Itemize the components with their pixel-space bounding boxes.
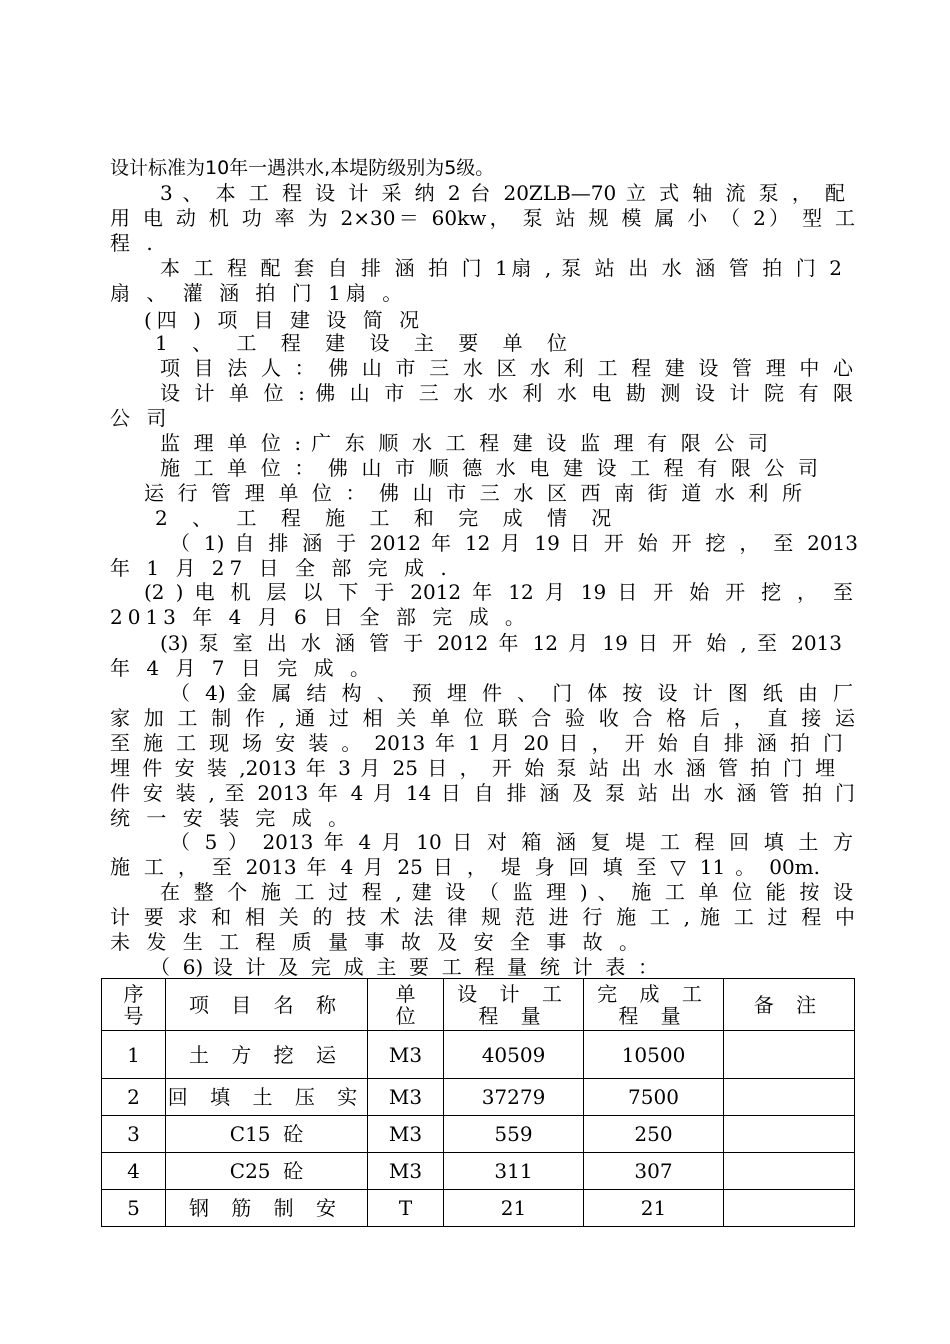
cell-unit: M3 bbox=[368, 1031, 444, 1079]
cell-item: 回 填 土 压 实 bbox=[166, 1079, 368, 1116]
cell-completed-qty: 21 bbox=[584, 1190, 724, 1227]
paragraph-line: 施 工 单 位 ： 佛 山 市 顺 德 水 电 建 设 工 程 有 限 公 司 bbox=[160, 456, 818, 480]
table-row bbox=[102, 1079, 855, 1116]
cell-completed-qty: 250 bbox=[584, 1116, 724, 1153]
paragraph-line: 公 司 bbox=[110, 406, 172, 430]
paragraph-line: 在 整 个 施 工 过 程 , 建 设 （ 监 理 ) 、 施 工 单 位 能 按 设 bbox=[160, 880, 853, 904]
paragraph-line: （ 1) 自 排 涵 于 2012 年 12 月 19 日 开 始 开 挖 ， 至 2013 bbox=[170, 531, 858, 555]
paragraph-line: 施 工 ， 至 2013 年 4 月 25 日 ， 堤 身 回 填 至 ▽ 11 。 00m. bbox=[110, 855, 820, 879]
cell-unit: M3 bbox=[368, 1079, 444, 1116]
header-cell-completed-qty: 完 成 工 程 量 bbox=[584, 979, 724, 1031]
cell-unit: M3 bbox=[368, 1116, 444, 1153]
cell-design-qty: 37279 bbox=[444, 1079, 584, 1116]
cell-index: 3 bbox=[102, 1116, 166, 1153]
cell-remarks bbox=[724, 1116, 855, 1153]
paragraph-line: 监 理 单 位 : 广 东 顺 水 工 程 建 设 监 理 有 限 公 司 bbox=[160, 431, 768, 455]
cell-design-qty: 559 bbox=[444, 1116, 584, 1153]
paragraph-line: 统 一 安 装 完 成 。 bbox=[110, 806, 354, 830]
paragraph-line: 计 要 求 和 相 关 的 技 术 法 律 规 范 进 行 施 工 , 施 工 过 程 中 bbox=[110, 905, 855, 929]
paragraph-line: 未 发 生 工 程 质 量 事 故 及 安 全 事 故 。 bbox=[110, 930, 645, 954]
table-row bbox=[102, 1031, 855, 1079]
paragraph-line: 项 目 法 人 ： 佛 山 市 三 水 区 水 利 工 程 建 设 管 理 中 心 bbox=[160, 356, 853, 380]
cell-index: 1 bbox=[102, 1031, 166, 1079]
subsection-heading: 1 、 工 程 建 设 主 要 单 位 bbox=[155, 331, 576, 355]
cell-remarks bbox=[724, 1190, 855, 1227]
table-header-row bbox=[102, 979, 855, 1031]
cell-item: C15 砼 bbox=[166, 1116, 368, 1153]
cell-completed-qty: 7500 bbox=[584, 1079, 724, 1116]
paragraph-line: 程 . bbox=[110, 231, 158, 255]
cell-completed-qty: 10500 bbox=[584, 1031, 724, 1079]
header-cell-remarks: 备 注 bbox=[724, 979, 855, 1031]
cell-remarks bbox=[724, 1153, 855, 1190]
subsection-heading: 2 、 工 程 施 工 和 完 成 情 况 bbox=[155, 506, 621, 530]
table-row bbox=[102, 1190, 855, 1227]
paragraph-line: 件 安 装 , 至 2013 年 4 月 14 日 自 排 涵 及 泵 站 出 水 涵 管 拍 门 bbox=[110, 781, 855, 805]
paragraph-line: 年 1 月 27 日 全 部 完 成 . bbox=[110, 556, 452, 580]
paragraph-line: (2 ) 电 机 层 以 下 于 2012 年 12 月 19 日 开 始 开 挖 ， 至 bbox=[144, 580, 853, 604]
cell-index: 5 bbox=[102, 1190, 166, 1227]
paragraph-line: 设 计 单 位 : 佛 山 市 三 水 水 利 水 电 勘 测 设 计 院 有 限 bbox=[160, 381, 853, 405]
table-row bbox=[102, 1116, 855, 1153]
cell-index: 4 bbox=[102, 1153, 166, 1190]
paragraph-line: 扇 、 灌 涵 拍 门 1扇 。 bbox=[110, 281, 408, 305]
cell-remarks bbox=[724, 1079, 855, 1116]
section-heading: (四 ) 项 目 建 设 简 况 bbox=[144, 308, 425, 332]
header-cell-unit: 单 位 bbox=[368, 979, 444, 1031]
paragraph-line: 年 4 月 7 日 完 成 。 bbox=[110, 656, 375, 680]
cell-design-qty: 40509 bbox=[444, 1031, 584, 1079]
paragraph-line: 用 电 动 机 功 率 为 2×30＝ 60kw， 泵 站 规 模 属 小 （ 2） 型 工 bbox=[110, 206, 855, 230]
paragraph-line: 3 、 本 工 程 设 计 采 纳 2 台 20ZLB—70 立 式 轴 流 泵 ， 配 bbox=[160, 181, 845, 205]
header-cell-index: 序 号 bbox=[102, 979, 166, 1031]
paragraph-line: 设计标准为10年一遇洪水,本堤防级别为5级。 bbox=[110, 157, 495, 179]
paragraph-line: 本 工 程 配 套 自 排 涵 拍 门 1扇 , 泵 站 出 水 涵 管 拍 门 2 bbox=[160, 256, 842, 280]
paragraph-line: 埋 件 安 装 ,2013 年 3 月 25 日 ， 开 始 泵 站 出 水 涵 管 拍 门 埋 bbox=[110, 756, 835, 780]
header-cell-design-qty: 设 计 工 程 量 bbox=[444, 979, 584, 1031]
paragraph-line: 至 施 工 现 场 安 装 。 2013 年 1 月 20 日 ， 开 始 自 排 涵 拍 门 bbox=[110, 731, 843, 755]
paragraph-line: 家 加 工 制 作 , 通 过 相 关 单 位 联 合 验 收 合 格 后 ， 直 接 运 bbox=[110, 706, 855, 730]
paragraph-line: (3) 泵 室 出 水 涵 管 于 2012 年 12 月 19 日 开 始 , 至 2013 bbox=[160, 631, 842, 655]
paragraph-line: 运 行 管 理 单 位 ： 佛 山 市 三 水 区 西 南 街 道 水 利 所 bbox=[144, 481, 802, 505]
cell-completed-qty: 307 bbox=[584, 1153, 724, 1190]
cell-unit: T bbox=[368, 1190, 444, 1227]
paragraph-line: 2013 年 4 月 6 日 全 部 完 成 。 bbox=[110, 605, 530, 629]
cell-design-qty: 21 bbox=[444, 1190, 584, 1227]
cell-remarks bbox=[724, 1031, 855, 1079]
cell-design-qty: 311 bbox=[444, 1153, 584, 1190]
cell-item: C25 砼 bbox=[166, 1153, 368, 1190]
paragraph-line: （ 4) 金 属 结 构 、 预 埋 件 、 门 体 按 设 计 图 纸 由 厂 bbox=[170, 681, 853, 705]
quantity-table bbox=[101, 978, 855, 1227]
table-row bbox=[102, 1153, 855, 1190]
cell-item: 土 方 挖 运 bbox=[166, 1031, 368, 1079]
table-caption: （ 6) 设 计 及 完 成 主 要 工 程 量 统 计 表 ： bbox=[150, 955, 658, 979]
header-cell-item: 项 目 名 称 bbox=[166, 979, 368, 1031]
paragraph-line: （ 5 ） 2013 年 4 月 10 日 对 箱 涵 复 堤 工 程 回 填 土 方 bbox=[170, 830, 853, 854]
cell-item: 钢 筋 制 安 bbox=[166, 1190, 368, 1227]
cell-index: 2 bbox=[102, 1079, 166, 1116]
cell-unit: M3 bbox=[368, 1153, 444, 1190]
